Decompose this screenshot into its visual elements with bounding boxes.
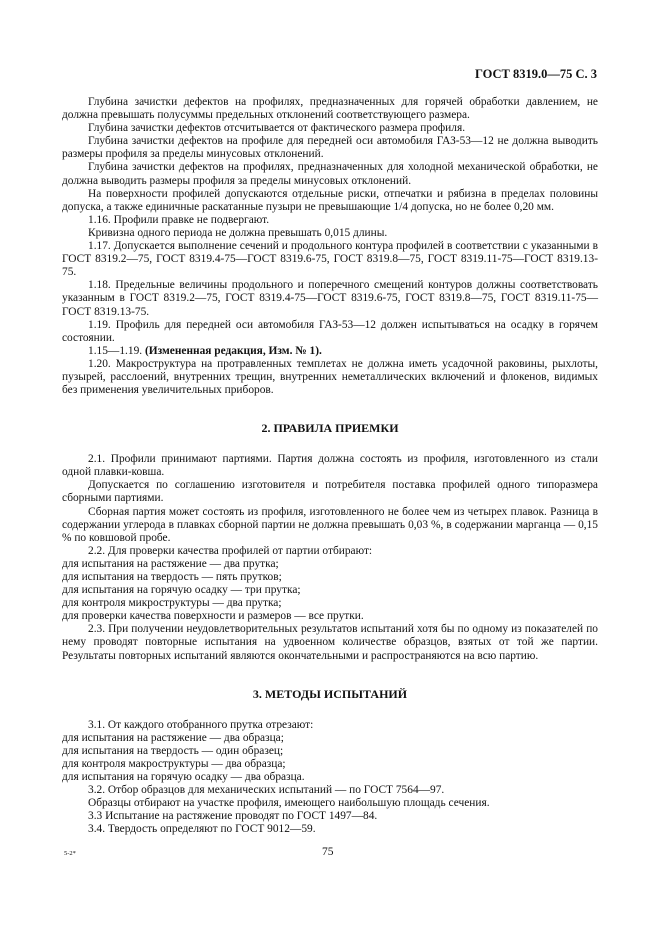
page-number: 75: [322, 846, 334, 858]
list-item: для проверки качества поверхности и размеров — все прутки.: [62, 610, 364, 623]
paragraph: 2.1. Профили принимают партиями. Партия должна состоять из профиля, изготовленного из стали одной плавки-ковша.: [62, 453, 598, 479]
paragraph: 1.16. Профили правке не подвергают.: [88, 213, 270, 226]
paragraph: Глубина зачистки дефектов на профиле для передней оси автомобиля ГАЗ-53—12 не должна выводить размеры профиля за пределы минусовых отклонений.: [62, 135, 598, 161]
paragraph: 1.20. Макроструктура на протравленных темплетах не должна иметь усадочной раковины, рыхлоты, пузырей, расслоений, внутренних трещин, внутренних неметаллических включений и флокенов, видимых без применения увеличительных приборов.: [62, 357, 598, 397]
page-body: [62, 96, 598, 837]
paragraph: Сборная партия может состоять из профиля, изготовленного не более чем из четырех плавок. Разница в содержании углерода в плавках сборной партии не должна превышать 0,03 %, в содержании марганца — 0,15 % по ковшовой пробе.: [62, 505, 598, 544]
list-item: для испытания на твердость — один образец;: [62, 744, 284, 757]
section-3-title: 3. МЕТОДЫ ИСПЫТАНИЙ: [252, 686, 408, 701]
paragraph: На поверхности профилей допускаются отдельные риски, отпечатки и рябизна в пределах половины допуска, а также единичные раскатанные пузыри не превышающие 1/4 допуска, но не более 0,20 мм.: [62, 187, 598, 213]
list-item: для испытания на горячую осадку — два образца.: [62, 771, 305, 784]
amendment-prefix: 1.15—1.19.: [88, 344, 145, 357]
paragraph: Кривизна одного периода не должна превышать 0,015 длины.: [88, 226, 388, 239]
paragraph: 2.3. При получении неудовлетворительных результатов испытаний хотя бы по одному из показателей по нему проводят повторные испытания на удвоенном количестве образцов, взятых от той же партии. Результаты повторных испытаний являются окончательными и распространяются на всю партию.: [62, 623, 598, 662]
paragraph: 1.18. Предельные величины продольного и поперечного смещений контуров должны соответствовать указанным в ГОСТ 8319.2—75, ГОСТ 8319.4-75—ГОСТ 8319.6-75, ГОСТ 8319.8—75, ГОСТ 8319.11-75—ГОСТ 8319.13-75.: [62, 279, 598, 318]
list-item: 3.4. Твердость определяют по ГОСТ 9012—59.: [88, 823, 316, 836]
list-item: для испытания на горячую осадку — три прутка;: [62, 584, 301, 597]
list-item: для испытания на твердость — пять прутков;: [62, 571, 282, 583]
list-item: для испытания на растяжение — два образца;: [62, 731, 284, 744]
amendment-bold: (Измененная редакция, Изм. № 1).: [144, 344, 322, 357]
list-item: 3.3 Испытание на растяжение проводят по ГОСТ 1497—84.: [88, 810, 378, 823]
list-item: для контроля макроструктуры — два образца;: [62, 757, 286, 770]
section-2-title: 2. ПРАВИЛА ПРИЕМКИ: [261, 421, 399, 436]
amendment-note: [62, 345, 598, 358]
paragraph: 3.1. От каждого отобранного прутка отрезают:: [88, 718, 314, 731]
paragraph: Глубина зачистки дефектов отсчитывается от фактического размера профиля.: [88, 122, 466, 135]
paragraph: 2.2. Для проверки качества профилей от партии отбирают:: [88, 544, 373, 557]
list-item: 3.2. Отбор образцов для механических испытаний — по ГОСТ 7564—97.: [88, 784, 445, 797]
signature-mark: 5-2*: [64, 850, 76, 857]
paragraph: Глубина зачистки дефектов на профилях, предназначенных для холодной механической обработки, не должна выводить размеры профиля за пределы минусовых отклонений.: [62, 161, 598, 187]
list-item: Образцы отбирают на участке профиля, имеющего наибольшую площадь сечения.: [88, 797, 490, 810]
paragraph: 1.17. Допускается выполнение сечений и продольного контура профилей в соответствии с указанными в ГОСТ 8319.2—75, ГОСТ 8319.4-75—ГОСТ 8319.6-75, ГОСТ 8319.8—75, ГОСТ 8319.11-75—ГОСТ 8319.13-75.: [62, 240, 598, 279]
list-item: для испытания на растяжение — два прутка;: [62, 557, 279, 570]
paragraph: Глубина зачистки дефектов на профилях, предназначенных для горячей обработки давлением, не должна превышать полусуммы предельных отклонений соответствующего размера.: [62, 96, 598, 122]
list-item: для контроля микроструктуры — два прутка;: [62, 597, 282, 610]
paragraph: 1.19. Профиль для передней оси автомобиля ГАЗ-53—12 должен испытываться на осадку в горячем состоянии.: [62, 318, 598, 344]
paragraph: Допускается по соглашению изготовителя и потребителя поставка профилей одного типоразмера сборными партиями.: [62, 479, 598, 505]
running-header: ГОСТ 8319.0—75 С. 3: [474, 67, 597, 81]
